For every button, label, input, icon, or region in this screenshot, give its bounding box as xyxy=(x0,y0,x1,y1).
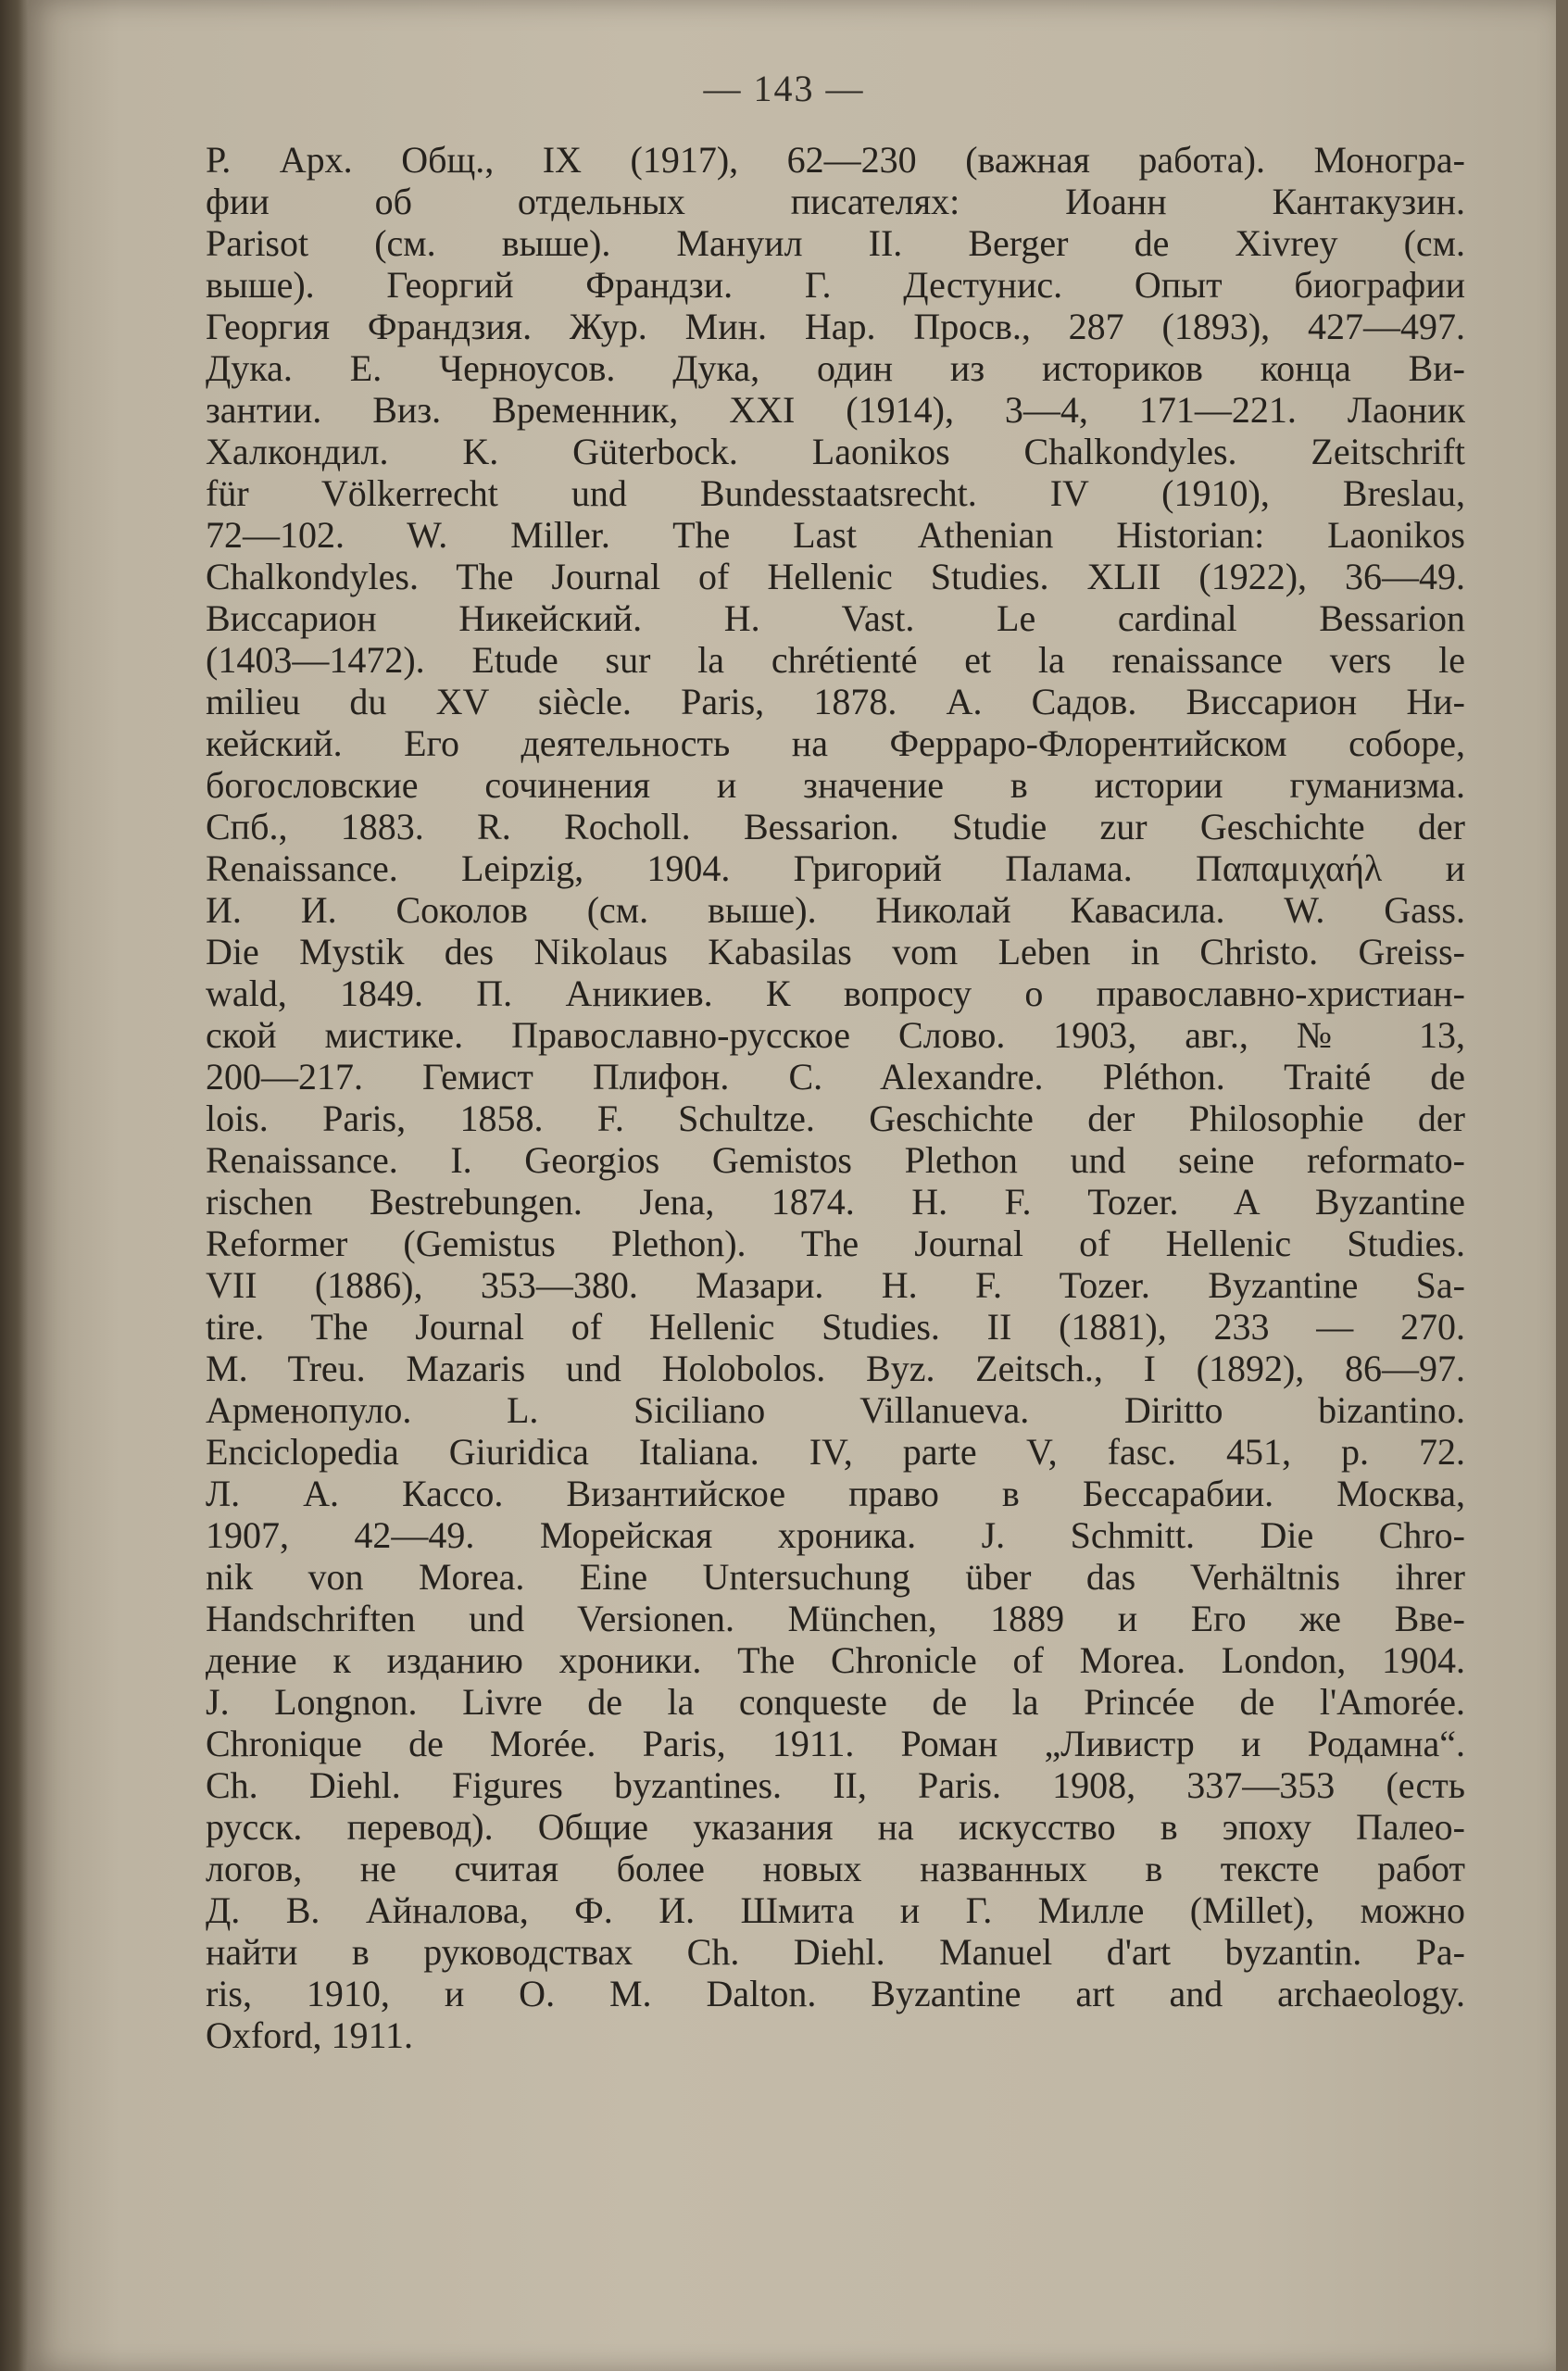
text-line: Parisot (см. выше). Мануил II. Berger de Xivrey (см. xyxy=(206,222,1465,264)
text-line: wald, 1849. П. Аникиев. К вопросу о православно-христиан- xyxy=(206,972,1465,1014)
text-line: богословские сочинения и значение в истории гуманизма. xyxy=(206,764,1465,806)
text-line: Р. Арх. Общ., IX (1917), 62—230 (важная работа). Моногра- xyxy=(206,139,1465,181)
text-line: Георгия Франдзия. Жур. Мин. Нар. Просв., 287 (1893), 427—497. xyxy=(206,306,1465,347)
text-line: (1403—1472). Etude sur la chrétienté et la renaissance vers le xyxy=(206,639,1465,681)
text-line: Handschriften und Versionen. München, 1889 и Его же Вве- xyxy=(206,1598,1465,1639)
bibliography-text xyxy=(206,139,1465,2056)
text-line: Спб., 1883. R. Rocholl. Bessarion. Studie zur Geschichte der xyxy=(206,806,1465,847)
text-line: milieu du XV siècle. Paris, 1878. А. Садов. Виссарион Ни- xyxy=(206,681,1465,722)
text-line: 1907, 42—49. Морейская хроника. J. Schmitt. Die Chro- xyxy=(206,1514,1465,1556)
text-line: rischen Bestrebungen. Jena, 1874. H. F. Tozer. A Byzantine xyxy=(206,1181,1465,1223)
text-line: Д. В. Айналова, Ф. И. Шмита и Г. Милле (Millet), можно xyxy=(206,1889,1465,1931)
text-line: Chalkondyles. The Journal of Hellenic Studies. XLII (1922), 36—49. xyxy=(206,556,1465,597)
text-line: дение к изданию хроники. The Chronicle of Morea. London, 1904. xyxy=(206,1639,1465,1681)
book-gutter xyxy=(0,0,30,2371)
text-line: русск. перевод). Общие указания на искусство в эпоху Палео- xyxy=(206,1806,1465,1848)
text-line: Л. А. Кассо. Византийское право в Бессарабии. Москва, xyxy=(206,1473,1465,1514)
text-line: 72—102. W. Miller. The Last Athenian Historian: Laonikos xyxy=(206,514,1465,556)
text-line: für Völkerrecht und Bundesstaatsrecht. IV (1910), Breslau, xyxy=(206,472,1465,514)
text-line: логов, не считая более новых названных в тексте работ xyxy=(206,1848,1465,1889)
text-line: кейский. Его деятельность на Ферраро-Флорентийском соборе, xyxy=(206,722,1465,764)
text-line: И. И. Соколов (см. выше). Николай Кавасила. W. Gass. xyxy=(206,889,1465,931)
text-line: Reformer (Gemistus Plethon). The Journal of Hellenic Studies. xyxy=(206,1223,1465,1264)
text-line: Дука. Е. Черноусов. Дука, один из историков конца Ви- xyxy=(206,347,1465,389)
text-line: выше). Георгий Франдзи. Г. Дестунис. Опыт биографии xyxy=(206,264,1465,306)
text-line: Die Mystik des Nikolaus Kabasilas vom Leben in Christo. Greiss- xyxy=(206,931,1465,972)
text-line: фии об отдельных писателях: Иоанн Кантакузин. xyxy=(206,181,1465,222)
text-line: VII (1886), 353—380. Мазари. H. F. Tozer. Byzantine Sa- xyxy=(206,1264,1465,1306)
text-line: J. Longnon. Livre de la conqueste de la Princée de l'Amorée. xyxy=(206,1681,1465,1723)
text-line: Ch. Diehl. Figures byzantines. II, Paris. 1908, 337—353 (есть xyxy=(206,1764,1465,1806)
text-line: tire. The Journal of Hellenic Studies. II (1881), 233 — 270. xyxy=(206,1306,1465,1348)
text-line: 200—217. Гемист Плифон. C. Alexandre. Pléthon. Traité de xyxy=(206,1056,1465,1098)
text-line: lois. Paris, 1858. F. Schultze. Geschichte der Philosophie der xyxy=(206,1098,1465,1139)
text-line: зантии. Виз. Временник, XXI (1914), 3—4, 171—221. Лаоник xyxy=(206,389,1465,431)
text-line: Арменопуло. L. Siciliano Villanueva. Diritto bizantino. xyxy=(206,1389,1465,1431)
text-line: найти в руководствах Ch. Diehl. Manuel d'art byzantin. Pa- xyxy=(206,1931,1465,1973)
text-line: nik von Morea. Eine Untersuchung über das Verhältnis ihrer xyxy=(206,1556,1465,1598)
page-number: — 143 — xyxy=(703,68,865,109)
text-line: ris, 1910, и O. M. Dalton. Byzantine art and archaeology. xyxy=(206,1973,1465,2014)
text-line: Виссарион Никейский. H. Vast. Le cardinal Bessarion xyxy=(206,597,1465,639)
text-line: Chronique de Morée. Paris, 1911. Роман „Ливистр и Родамна“. xyxy=(206,1723,1465,1764)
text-line: ской мистике. Православно-русское Слово. 1903, авг., № 13, xyxy=(206,1014,1465,1056)
text-line: M. Treu. Mazaris und Holobolos. Byz. Zeitsch., I (1892), 86—97. xyxy=(206,1348,1465,1389)
text-line: Renaissance. Leipzig, 1904. Григорий Палама. Παπαμιχαήλ и xyxy=(206,847,1465,889)
text-line: Enciclopedia Giuridica Italiana. IV, parte V, fasc. 451, p. 72. xyxy=(206,1431,1465,1473)
text-line: Oxford, 1911. xyxy=(206,2014,414,2056)
text-line: Халкондил. K. Güterbock. Laonikos Chalkondyles. Zeitschrift xyxy=(206,431,1465,472)
text-line: Renaissance. I. Georgios Gemistos Plethon und seine reformato- xyxy=(206,1139,1465,1181)
